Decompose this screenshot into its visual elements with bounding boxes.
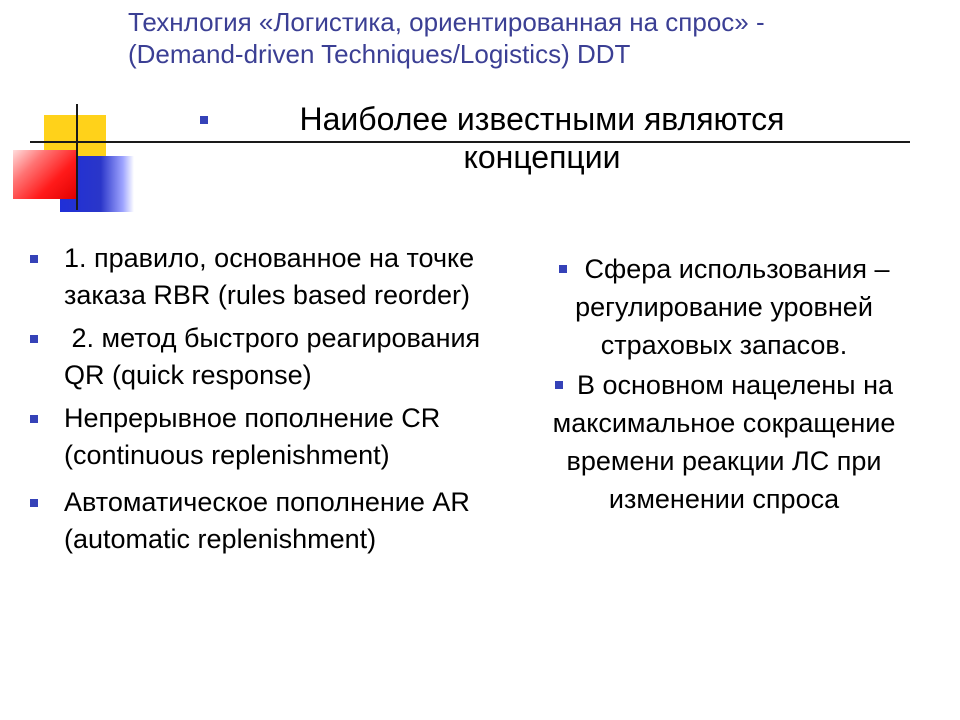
bullet-icon	[30, 335, 38, 343]
list-item-text: 2. метод быстрого реагирования QR (quick response)	[64, 323, 488, 390]
slide-title-line-1: Технлогия «Логистика, ориентированная на спрос» -	[128, 7, 765, 37]
section-heading-line-2: концепции	[463, 139, 621, 175]
usage-notes	[514, 250, 934, 518]
red-square	[13, 150, 76, 199]
bullet-icon	[30, 415, 38, 423]
bullet-icon	[555, 381, 563, 389]
section-heading	[232, 100, 852, 176]
list-item	[64, 240, 514, 314]
list-item	[64, 484, 514, 558]
bullet-icon	[559, 265, 567, 273]
note-item	[514, 366, 934, 518]
slide-title-line-2: (Demand-driven Techniques/Logistics) DDT	[128, 39, 631, 69]
vertical-divider	[76, 104, 78, 210]
note-item	[514, 250, 934, 364]
decorative-blocks	[0, 0, 140, 220]
list-item-text: Непрерывное пополнение CR (continuous replenishment)	[64, 403, 441, 470]
heading-bullet-icon	[200, 116, 208, 124]
note-item-text: Сфера использования – регулирование уровней страховых запасов.	[575, 254, 890, 360]
list-item-text: 1. правило, основанное на точке заказа RBR (rules based reorder)	[64, 243, 475, 310]
bullet-icon	[30, 499, 38, 507]
list-item	[64, 400, 514, 474]
note-item-text: В основном нацелены на максимальное сокращение времени реакции ЛС при изменении спроса	[552, 370, 896, 514]
concepts-list	[64, 240, 514, 564]
slide-title	[128, 6, 928, 70]
section-heading-line-1: Наиболее известными являются	[299, 101, 785, 137]
bullet-icon	[30, 255, 38, 263]
list-item-text: Автоматическое пополнение AR (automatic replenishment)	[64, 487, 470, 554]
list-item	[64, 320, 514, 394]
